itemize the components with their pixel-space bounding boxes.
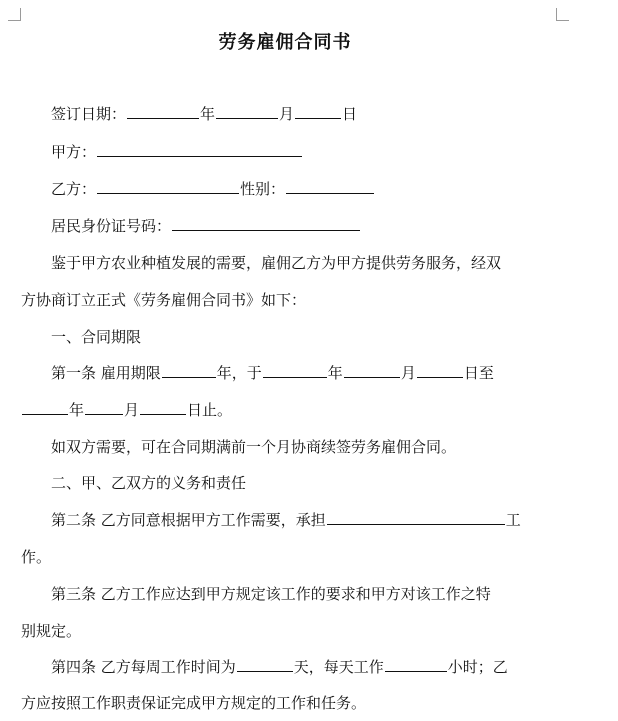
article-3-line-1: 第三条 乙方工作应达到甲方规定该工作的要求和甲方对该工作之特: [51, 585, 491, 603]
article-4-prefix: 第四条 乙方每周工作时间为: [51, 658, 236, 676]
sign-year-blank[interactable]: [127, 104, 199, 119]
end-month-blank[interactable]: [85, 400, 123, 415]
party-a-blank[interactable]: [97, 142, 302, 157]
sign-date-line: [21, 103, 591, 125]
end-day-label: 日止。: [187, 401, 233, 419]
work-days-blank[interactable]: [237, 657, 293, 672]
party-b-name-blank[interactable]: [97, 179, 239, 194]
end-day-blank[interactable]: [140, 400, 186, 415]
article-4-line-1: [21, 656, 591, 678]
start-day-label: 日至: [463, 364, 494, 382]
sign-day-blank[interactable]: [295, 104, 341, 119]
start-year-blank[interactable]: [263, 363, 327, 378]
work-hours-label: 小时；乙: [447, 658, 508, 676]
sign-date-label: 签订日期：: [51, 105, 127, 123]
article-2-prefix: 第二条 乙方同意根据甲方工作需要，承担: [51, 511, 326, 529]
work-hours-blank[interactable]: [385, 657, 447, 672]
start-year-label: 年: [327, 364, 343, 382]
sign-month-label: 月: [279, 105, 295, 123]
id-number-blank[interactable]: [172, 216, 360, 231]
renewal-clause: 如双方需要，可在合同期满前一个月协商续签劳务雇佣合同。: [51, 438, 457, 456]
id-number-label: 居民身份证号码：: [51, 217, 172, 235]
crop-mark-top-left: [8, 8, 21, 21]
document-title: 劳务雇佣合同书: [218, 32, 352, 53]
article-2-line-1: [21, 509, 591, 531]
sign-year-label: 年: [200, 105, 216, 123]
end-month-label: 月: [124, 401, 140, 419]
end-year-blank[interactable]: [22, 400, 68, 415]
sign-month-blank[interactable]: [216, 104, 278, 119]
preamble-line-1: 鉴于甲方农业种植发展的需要，雇佣乙方为甲方提供劳务服务，经双: [51, 254, 502, 272]
section-2-heading: 二、甲、乙双方的义务和责任: [51, 474, 247, 492]
party-b-line: [21, 178, 591, 200]
article-1-prefix: 第一条 雇用期限: [51, 364, 161, 382]
article-3-line-2: 别规定。: [21, 622, 82, 640]
gender-blank[interactable]: [286, 179, 374, 194]
party-a-line: [21, 141, 591, 163]
article-4-line-2: 方应按照工作职责保证完成甲方规定的工作和任务。: [21, 694, 367, 712]
article-1-line-1: [21, 362, 591, 384]
party-b-label: 乙方：: [51, 180, 97, 198]
party-a-label: 甲方：: [51, 143, 97, 161]
work-days-label: 天，每天工作: [293, 658, 384, 676]
end-year-label: 年: [69, 401, 85, 419]
start-day-blank[interactable]: [417, 363, 463, 378]
id-number-line: [21, 215, 591, 237]
term-years-blank[interactable]: [162, 363, 216, 378]
article-1-line-2: [21, 399, 561, 421]
job-duty-blank[interactable]: [327, 510, 505, 525]
start-month-blank[interactable]: [344, 363, 400, 378]
section-1-heading: 一、合同期限: [51, 328, 142, 346]
crop-mark-top-right: [556, 8, 569, 21]
gender-label: 性别：: [240, 180, 286, 198]
sign-day-label: 日: [342, 105, 358, 123]
preamble-line-2: 方协商订立正式《劳务雇佣合同书》如下：: [21, 291, 307, 309]
article-2-line-2: 作。: [21, 548, 52, 566]
start-month-label: 月: [400, 364, 416, 382]
article-2-suffix: 工: [505, 511, 521, 529]
term-years-label: 年，于: [216, 364, 262, 382]
